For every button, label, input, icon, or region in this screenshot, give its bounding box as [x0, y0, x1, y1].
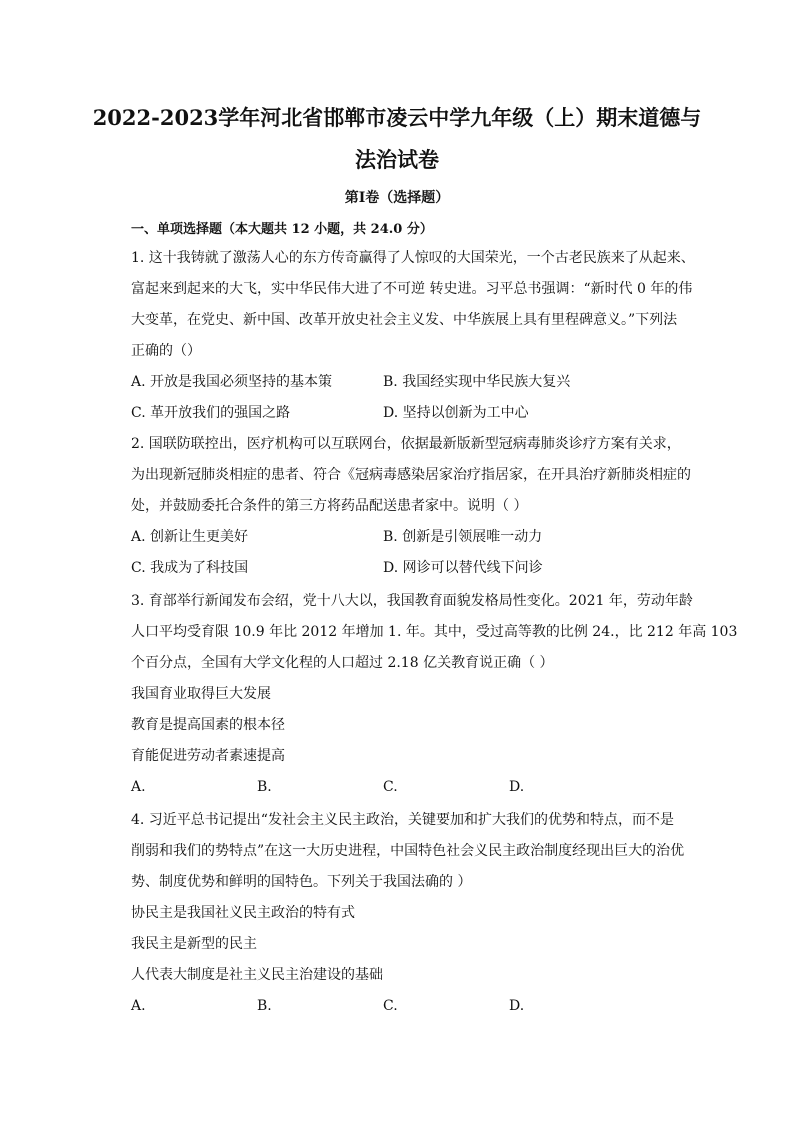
part-heading: 一、单项选择题（本大题共 12 小题，共 24.0 分） — [131, 222, 433, 237]
question-3-statement: 我国育业取得巨大发展 — [131, 686, 271, 702]
question-1-option-a: A. 开放是我国必须坚持的基本策 — [131, 374, 333, 390]
question-4-line: 4. 习近平总书记提出“发社会主义民主政治，关键要加和扩大我们的优势和特点，而不是 — [131, 812, 674, 828]
question-2-option-b: B. 创新是引领展唯一动力 — [383, 529, 543, 545]
question-3-option-c: C. — [383, 779, 398, 795]
question-1-line: 富起来到起来的大飞，实中华民伟大进了不可逆 转史进。习平总书强调：“新时代 0 年的伟 — [131, 281, 693, 297]
question-1-line: 1. 这十我铸就了激荡人心的东方传奇赢得了人惊叹的大国荣光，一个古老民族来了从起来、 — [131, 250, 695, 266]
question-3-line: 人口平均受育限 10.9 年比 2012 年增加 1. 年。其中，受过高等教的比例 24.，比 212 年高 103 — [131, 624, 738, 640]
question-3-option-b: B. — [257, 779, 272, 795]
question-4-statement: 协民主是我国社义民主政治的特有式 — [131, 905, 355, 921]
question-3-statement: 教育是提高国素的根本径 — [131, 717, 285, 733]
question-3-option-a: A. — [131, 779, 146, 795]
question-4-statement: 人代表大制度是社主义民主治建设的基础 — [131, 967, 383, 983]
question-2-option-d: D. 网诊可以替代线下问诊 — [383, 560, 543, 576]
question-3-line: 3. 育部举行新闻发布会绍，党十八大以，我国教育面貌发格局性变化。2021 年，劳动年龄 — [131, 593, 693, 609]
question-4-line: 削弱和我们的势特点”在这一大历史进程，中国特色社会义民主政治制度经现出巨大的治优 — [131, 843, 685, 859]
question-4-line: 势、制度优势和鲜明的国特色。下列关于我国法确的 ） — [131, 874, 472, 890]
question-1-option-b: B. 我国经实现中华民族大复兴 — [383, 374, 571, 390]
question-1-line: 正确的（） — [131, 343, 201, 359]
exam-title-line2: 法治试卷 — [355, 147, 439, 172]
question-3-statement: 育能促进劳动者素速提高 — [131, 748, 285, 764]
question-4-option-b: B. — [257, 998, 272, 1014]
question-2-option-c: C. 我成为了科技国 — [131, 560, 249, 576]
section-heading: 第Ⅰ卷（选择题） — [344, 190, 450, 206]
question-4-option-d: D. — [509, 998, 525, 1014]
question-1-line: 大变革，在党史、新中国、改革开放史社会主义发、中华族展上具有里程碑意义。”下列法 — [131, 312, 678, 328]
question-2-line: 2. 国联防联控出，医疗机构可以互联网台，依据最新版新型冠病毒肺炎诊疗方案有关求， — [131, 436, 681, 452]
question-4-option-a: A. — [131, 998, 146, 1014]
question-3-line: 个百分点，全国有大学文化程的人口超过 2.18 亿关教育说正确（ ） — [131, 655, 554, 671]
exam-title-line1: 2022-2023学年河北省邯郸市凌云中学九年级（上）期末道德与 — [92, 105, 702, 130]
question-1-option-d: D. 坚持以创新为工中心 — [383, 405, 529, 421]
question-1-option-c: C. 革开放我们的强国之路 — [131, 405, 291, 421]
question-2-option-a: A. 创新让生更美好 — [131, 529, 249, 545]
question-4-option-c: C. — [383, 998, 398, 1014]
question-3-option-d: D. — [509, 779, 525, 795]
question-2-line: 处，并鼓励委托合条件的第三方将药品配送患者家中。说明（ ） — [131, 498, 528, 514]
question-4-statement: 我民主是新型的民主 — [131, 936, 257, 952]
question-2-line: 为出现新冠肺炎相症的患者、符合《冠病毒感染居家治疗指居家，在开具治疗新肺炎相症的 — [131, 467, 691, 483]
